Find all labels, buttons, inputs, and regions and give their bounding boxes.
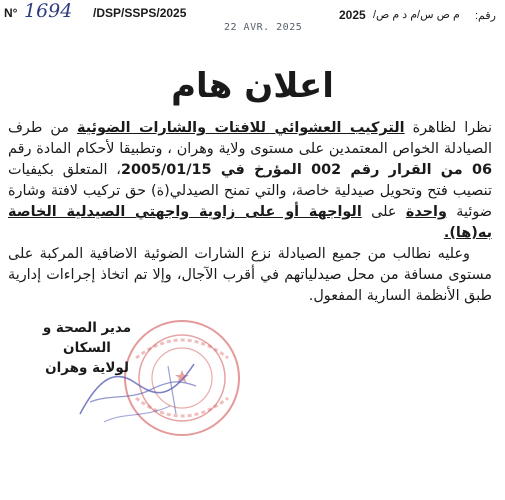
handwritten-reference-number: 1694 [24,0,73,22]
p1-emphasis-facade: الواجهة أو على زاوية واجهتي الصيدلية الخاصة به(ها). [8,204,492,241]
p1-text-g: على [361,204,406,220]
received-date-stamp: 22 AVR. 2025 [224,22,303,33]
signatory-wilaya: لولاية وهران [45,360,129,376]
notice-body [8,118,492,307]
p1-text-a: نظرا لظاهرة [404,120,492,136]
p1-emphasis-single: واحدة [405,204,447,220]
signatory-title: مدير الصحة و السكان [42,320,132,356]
reference-arabic-codes: م ص س/م د م ص/ [373,9,460,21]
reference-number-label: N° [4,6,18,20]
p1-text-c: من طرف الصيادلة الخواص المعتمدين على مستوى ولاية وهران ، وتطبيقا لأحكام المادة رقم [8,120,492,157]
p1-emphasis-phenomenon: التركيب العشوائي للافتات والشارات الضوئية [77,120,405,136]
page-title: اعلان هام [171,66,334,106]
signatory-block [22,318,152,378]
document-header [0,0,505,33]
reference-label: رقم: [475,10,496,22]
p1-text-e: ، المتعلق بكيفيات تنصيب فتح وتحويل صيدلية خاصة، والتي تمنح الصيدلي(ة) حق تركيب لافتة وشارة ضوئية [8,162,492,220]
reference-year: 2025 [339,8,366,22]
reference-code: /DSP/SSPS/2025 [93,6,187,20]
paragraph-1 [8,118,492,244]
paragraph-2: وعليه نطالب من جميع الصيادلة نزع الشارات الضوئية الاضافية المركبة على مستوى مسافة من محل صيدلياتهم في أقرب الآجال، وإلا تم اتخاذ إجراءات إدارية طبق الأنظمة السارية المفعول. [8,246,492,304]
p1-decree-reference: 06 من القرار رقم 002 المؤرخ في 2005/01/15 [120,162,492,178]
